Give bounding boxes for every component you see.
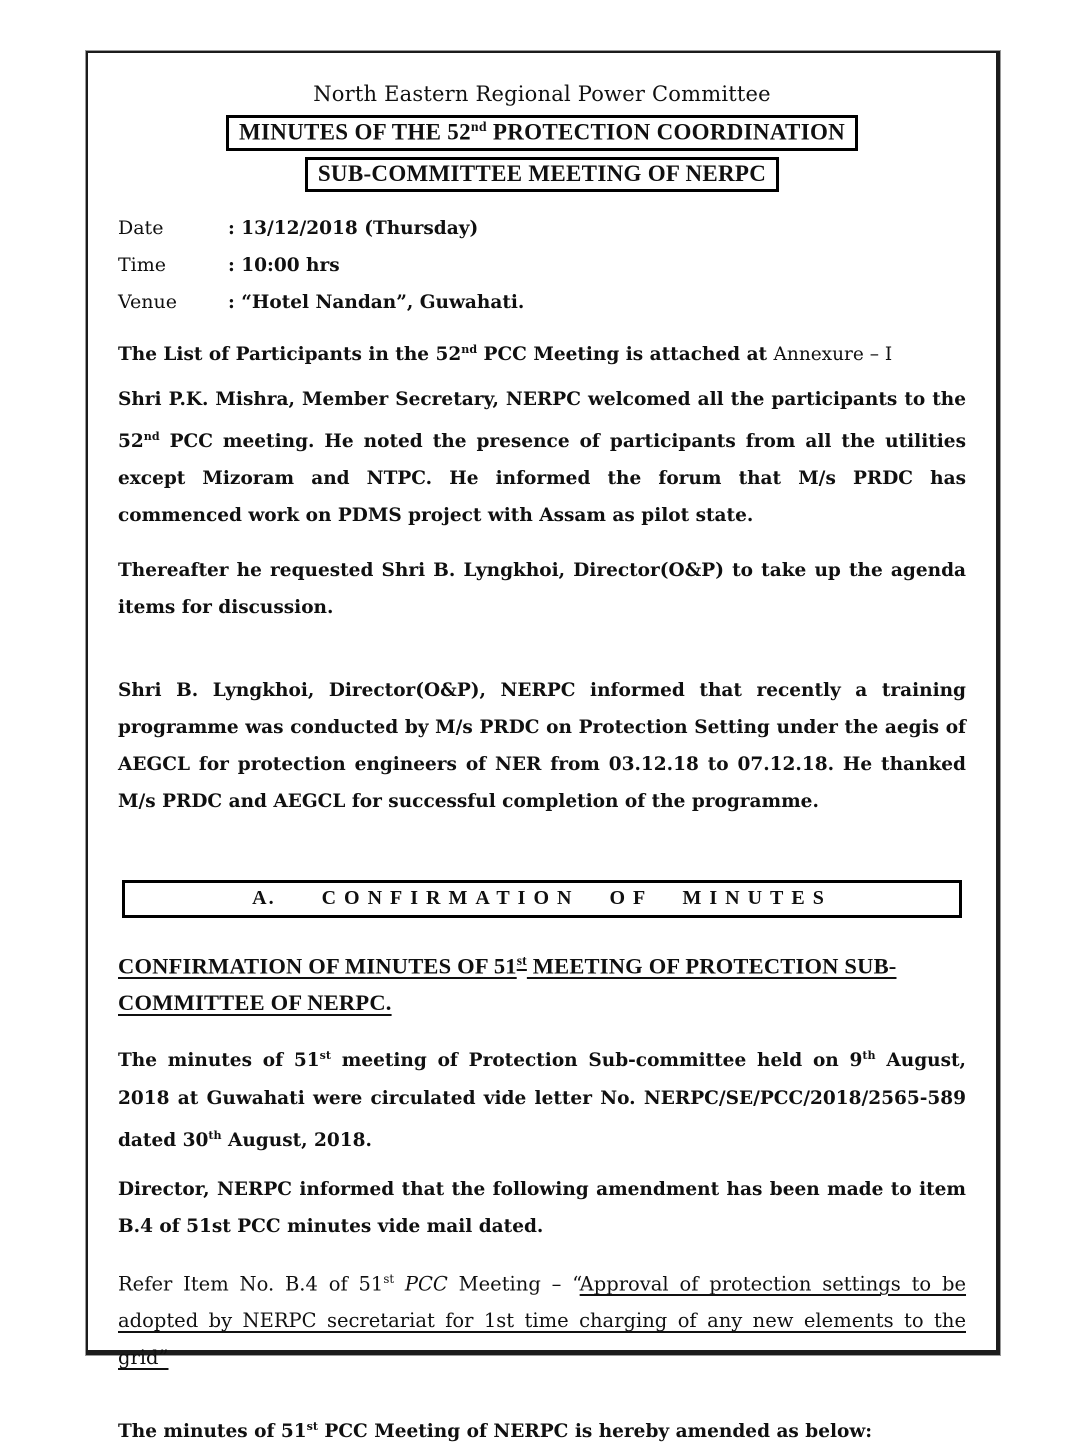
text-run: CONFIRMATION OF MINUTES OF 51 [118, 953, 517, 979]
meta-row-time [118, 253, 966, 278]
text-run: The List of Participants in the 52 [118, 343, 462, 365]
paragraph-participants [118, 331, 966, 373]
document-content [88, 82, 996, 1450]
paragraph-refer-item [118, 1261, 966, 1377]
boxed-title-row-2 [118, 157, 966, 192]
paragraph-amended [118, 1408, 966, 1450]
paragraph-circulated [118, 1037, 966, 1158]
text-run: meeting of Protection Sub-committee held on 9 [330, 1050, 863, 1072]
venue-value: : “Hotel Nandan”, Guwahati. [228, 291, 525, 313]
section-a-header [122, 880, 962, 918]
text-run: nd [143, 429, 160, 443]
text-run: th [208, 1128, 222, 1142]
text-run: st [383, 1271, 395, 1286]
paragraph-thereafter [118, 552, 966, 626]
text-run: The minutes of 51 [118, 1050, 320, 1072]
heading-confirmation-of-minutes [118, 942, 966, 1022]
section-a-number: A. [252, 886, 276, 909]
text-run: Shri B. Lyngkhoi, Director(O&P), NERPC informed that recently a training programme was conducted by M/s PRDC on Protection Setting under the aegis of AEGCL for protection engineers of NER from 03.12.18 to 07.12.18. He thanked M/s PRDC and AEGCL for successful completion of the programme. [118, 679, 966, 812]
text-run: Approval of protection settings to be adopted by NERPC secretariat for 1st time charging of any new elements to the grid” [118, 1272, 967, 1370]
text-run: The minutes of 51 [118, 1421, 307, 1443]
text-run: Meeting – “ [447, 1272, 580, 1296]
text-run: nd [470, 119, 487, 134]
text-run: August, 2018 at Guwahati were circulated vide letter No. NERPC/SE/PCC/2018/2565-589 dated 30 [118, 1050, 966, 1151]
meeting-meta [118, 216, 966, 315]
text-run: st [306, 1420, 318, 1434]
section-a-title: CONFIRMATION OF MINUTES [321, 886, 832, 909]
text-run: August, 2018. [221, 1129, 372, 1151]
meta-row-date [118, 216, 966, 241]
text-run: Refer Item No. B.4 of 51 [118, 1272, 384, 1296]
time-value: : 10:00 hrs [228, 254, 340, 276]
text-run: PROTECTION COORDINATION [486, 119, 846, 145]
text-run: th [862, 1049, 876, 1063]
boxed-title-line-1 [226, 115, 858, 151]
text-run: PCC Meeting of NERPC is hereby amended as below: [317, 1421, 873, 1443]
venue-label: Venue [118, 290, 177, 313]
date-label: Date [118, 216, 164, 239]
text-run: nd [461, 342, 478, 356]
text-run: Director, NERPC informed that the following amendment has been made to item B.4 of 51st PCC minutes vide mail dated. [118, 1178, 966, 1237]
date-value: : 13/12/2018 (Thursday) [228, 217, 479, 239]
paragraph-director [118, 1171, 966, 1245]
text-run: PCC [404, 1272, 448, 1296]
paragraph-welcome [118, 381, 966, 534]
text-run [394, 1272, 405, 1295]
meta-row-venue [118, 290, 966, 315]
time-label: Time [118, 253, 167, 276]
text-run: Annexure – I [773, 343, 893, 365]
text-run: Thereafter he requested Shri B. Lyngkhoi, Director(O&P) to take up the agenda items for discussion. [118, 559, 966, 618]
text-run: st [516, 952, 527, 968]
boxed-title-line-2: SUB-COMMITTEE MEETING OF NERPC [305, 157, 779, 192]
boxed-title-row-1 [118, 115, 966, 151]
text-run: Shri P.K. Mishra, Member Secretary, NERPC welcomed all the participants to the 52 [118, 388, 966, 452]
text-run: MEETING OF PROTECTION SUB-COMMITTEE OF NERPC. [118, 953, 897, 1016]
text-run: st [319, 1049, 331, 1063]
paragraph-training [118, 672, 966, 820]
document-title: North Eastern Regional Power Committee [313, 82, 771, 106]
text-run: PCC meeting. He noted the presence of participants from all the utilities except Mizoram and NTPC. He informed the forum that M/s PRDC has commenced work on PDMS project with Assam as pilot state. [118, 430, 966, 526]
document-page [86, 51, 1000, 1443]
text-run: PCC Meeting is attached at [477, 343, 774, 365]
text-run: MINUTES OF THE 52 [238, 119, 471, 145]
